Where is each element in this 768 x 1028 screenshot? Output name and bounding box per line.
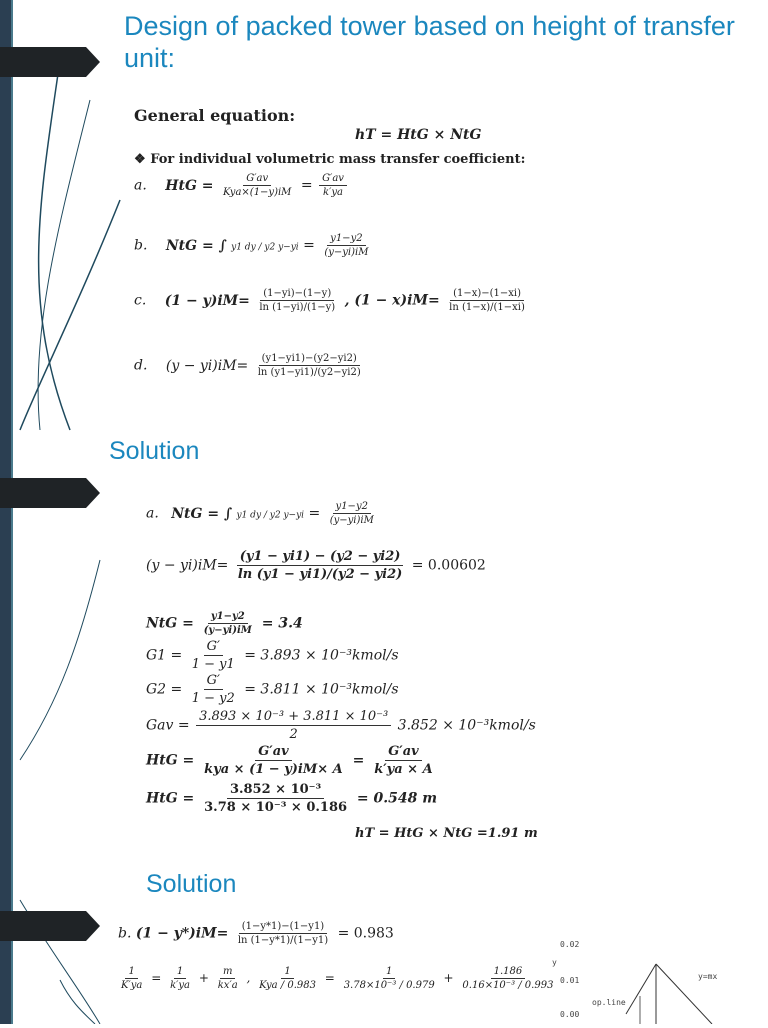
sol1-eq-a-row: a. NtG = ∫ y1 dy / y2 y−yi = $\frac{y1-y2}{(y-yi)iM}$ (146, 500, 379, 527)
bullet-text: For individual volumetric mass transfer coefficient: (150, 152, 526, 167)
sol1-htg-frac1: $\frac{G'av}{\text{kya × (1 − y)iM× A}}$ (204, 744, 343, 777)
sol1-gav-val: 3.852 × 10⁻³kmol/s (397, 717, 536, 734)
sol1-a-lhs: NtG = ∫ (171, 505, 233, 522)
sol2-b-frac: $\frac{(1-y*1)-(1-y1)}{\ln (1-y*1)/(1-y1)}$ (237, 921, 329, 946)
sol1-g2-frac: $\frac{G'}{1 - y2}$ (191, 673, 235, 706)
diamond-bullet-icon: ❖ (134, 152, 146, 167)
title-tab (0, 47, 100, 77)
sol1-a-label: a. (146, 505, 159, 522)
sol1-ht-result: hT = HtG × NtG =1.91 m (355, 826, 538, 841)
eq-a-label: a. (134, 177, 147, 194)
sol2-b-label: b. (118, 925, 132, 942)
sol1-g1-row (146, 638, 399, 673)
eq-d-label: d. (134, 357, 148, 374)
eq-c-frac2: $\frac{(1-x)-(1-xi)}{\ln (1-x)/(1-xi)}$ (449, 288, 525, 313)
sol1-htg-row: HtG = $\frac{G'av}{\text{kya × (1 − y)iM× A}}$ = $\frac{G'av}{k'ya \times A}$ (146, 743, 438, 778)
graph-label-eq: y=mx (698, 972, 718, 981)
sol2-k-val2: $\frac{1.186}{\text{0.16×10⁻³ / 0.993}}$ (462, 966, 554, 991)
eq-c-frac: $\frac{(1-yi)-(1-y)}{\ln (1-yi)/(1-y)}$ (259, 288, 336, 313)
sol1-gav-lhs: Gav = (146, 717, 190, 734)
graph-label-b: 0.01 (560, 976, 580, 985)
eq-c-mid: , (1 − x)iM= (344, 292, 440, 309)
sol1-g2-row (146, 672, 399, 707)
sol2-k-lhs: $\frac{1}{K'ya}$ (121, 966, 143, 991)
sol1-g1-frac: $\frac{G'}{1 - y1}$ (191, 639, 235, 672)
graph-label-op: op.line (592, 998, 626, 1007)
sol1-g1-val: = 3.893 × 10⁻³kmol/s (244, 647, 399, 664)
sol2-b-lhs: (1 − y*)iM= (135, 925, 229, 942)
sol1-ntg-val: = 3.4 (261, 615, 303, 632)
eq-a-frac1: $\frac{G'av}{\text{Kya×(1−y)iM}}$ (222, 173, 292, 198)
eq-b-label: b. (134, 237, 148, 254)
sol1-yim-row (146, 548, 486, 583)
sol2-k-kya: $\frac{1}{\text{Kya / 0.983}}$ (259, 966, 316, 991)
sol1-htg2-lhs: HtG = (146, 790, 195, 807)
sol1-yim-lhs: (y − yi)iM= (146, 557, 229, 574)
eq-c-lhs: (1 − y)iM= (164, 292, 250, 309)
eq-d-row (134, 352, 366, 379)
eq-b-lhs: NtG = ∫ (165, 237, 227, 254)
eq-a-lhs: HtG = (165, 177, 214, 194)
sol1-htg2-frac: $\frac{\text{3.852 × 10⁻³}}{\text{3.78 × 10⁻³ × 0.186}}$ (204, 782, 348, 815)
sol2-k-m: $\frac{m}{kx'a}$ (217, 966, 238, 991)
equilibrium-graph (552, 936, 742, 1024)
eq-a-frac2: $\frac{G'av}{k'ya}$ (319, 172, 347, 199)
eq-c-row (134, 287, 530, 314)
sol1-ntg-lhs: NtG = (146, 615, 194, 632)
sol1-yim-frac: $\frac{(y1 - yi1) - (y2 - yi2)}{\ln (y1 - yi1)/(y2 - yi2)}$ (237, 549, 403, 582)
page-title: Design of packed tower based on height of transfer unit: (124, 11, 735, 73)
sol2-b-row (118, 920, 394, 947)
sol1-htg2-val: = 0.548 m (356, 790, 438, 807)
sol2-k-eq1: $\frac{1}{k'ya}$ (170, 966, 191, 991)
solution-tab-1 (0, 478, 100, 508)
bullet-line (134, 152, 525, 167)
sol1-htg-lhs: HtG = (146, 752, 195, 769)
sol1-a-frac: $\frac{y1-y2}{(y-yi)iM}$ (329, 501, 374, 526)
sol1-gav-frac: $\frac{\text{3.893 × 10⁻³ + 3.811 × 10⁻³}}{2}$ (196, 708, 391, 743)
general-equation-heading: General equation: (134, 106, 296, 125)
sol2-k-row: $\frac{1}{K'ya}$ = $\frac{1}{k'ya}$ + $\frac{m}{kx'a}$ , $\frac{1}{\text{Kya / 0.983}}$ = $\frac{1}{\text{3.78×10⁻³ / 0.979}}$ + $\frac{1.186}{\text{0.16×10⁻³ / 0.993}}$ (116, 965, 558, 992)
sol1-htg2-row (146, 781, 437, 816)
graph-label-a: 0.02 (560, 940, 580, 949)
sol1-gav-row (146, 708, 536, 743)
sol1-g1-lhs: G1 = (146, 647, 183, 664)
solution-heading-2: Solution (146, 870, 237, 898)
solution-heading-1: Solution (109, 437, 200, 465)
eq-b-frac: $\frac{y1-y2}{(y-yi)iM}$ (324, 233, 369, 258)
graph-label-y: y (552, 958, 557, 967)
sol2-b-val: = 0.983 (337, 925, 394, 942)
main-equation: hT = HtG × NtG (355, 127, 482, 143)
eq-d-frac: $\frac{(y1-yi1)-(y2-yi2)}{\ln (y1-yi1)/(y2-yi2)}$ (257, 353, 361, 378)
sol1-g2-lhs: G2 = (146, 681, 183, 698)
sol1-a-integral: y1 dy / y2 y−yi (236, 510, 305, 521)
sol1-ntg-frac: $\frac{y1-y2}{(y-yi)iM}$ (203, 611, 252, 636)
sol1-yim-val: = 0.00602 (411, 557, 486, 574)
sol1-ntg-row (146, 610, 303, 637)
solution-tab-2 (0, 911, 100, 941)
eq-d-lhs: (y − yi)iM= (165, 357, 249, 374)
graph-label-c: 0.00 (560, 1010, 580, 1019)
eq-a-row: a. HtG = $\frac{G'av}{\text{Kya×(1−y)iM}}$ = $\frac{G'av}{k'ya}$ (134, 172, 349, 199)
eq-b-row: b. NtG = ∫ y1 dy / y2 y−yi = $\frac{y1-y2}{(y-yi)iM}$ (134, 232, 373, 259)
sol2-k-val1: $\frac{1}{\text{3.78×10⁻³ / 0.979}}$ (343, 966, 435, 991)
eq-b-integral: y1 dy / y2 y−yi (231, 242, 299, 253)
eq-c-label: c. (134, 292, 147, 309)
sol1-g2-val: = 3.811 × 10⁻³kmol/s (244, 681, 399, 698)
sol1-htg-frac2: $\frac{G'av}{k'ya \times A}$ (374, 744, 433, 777)
